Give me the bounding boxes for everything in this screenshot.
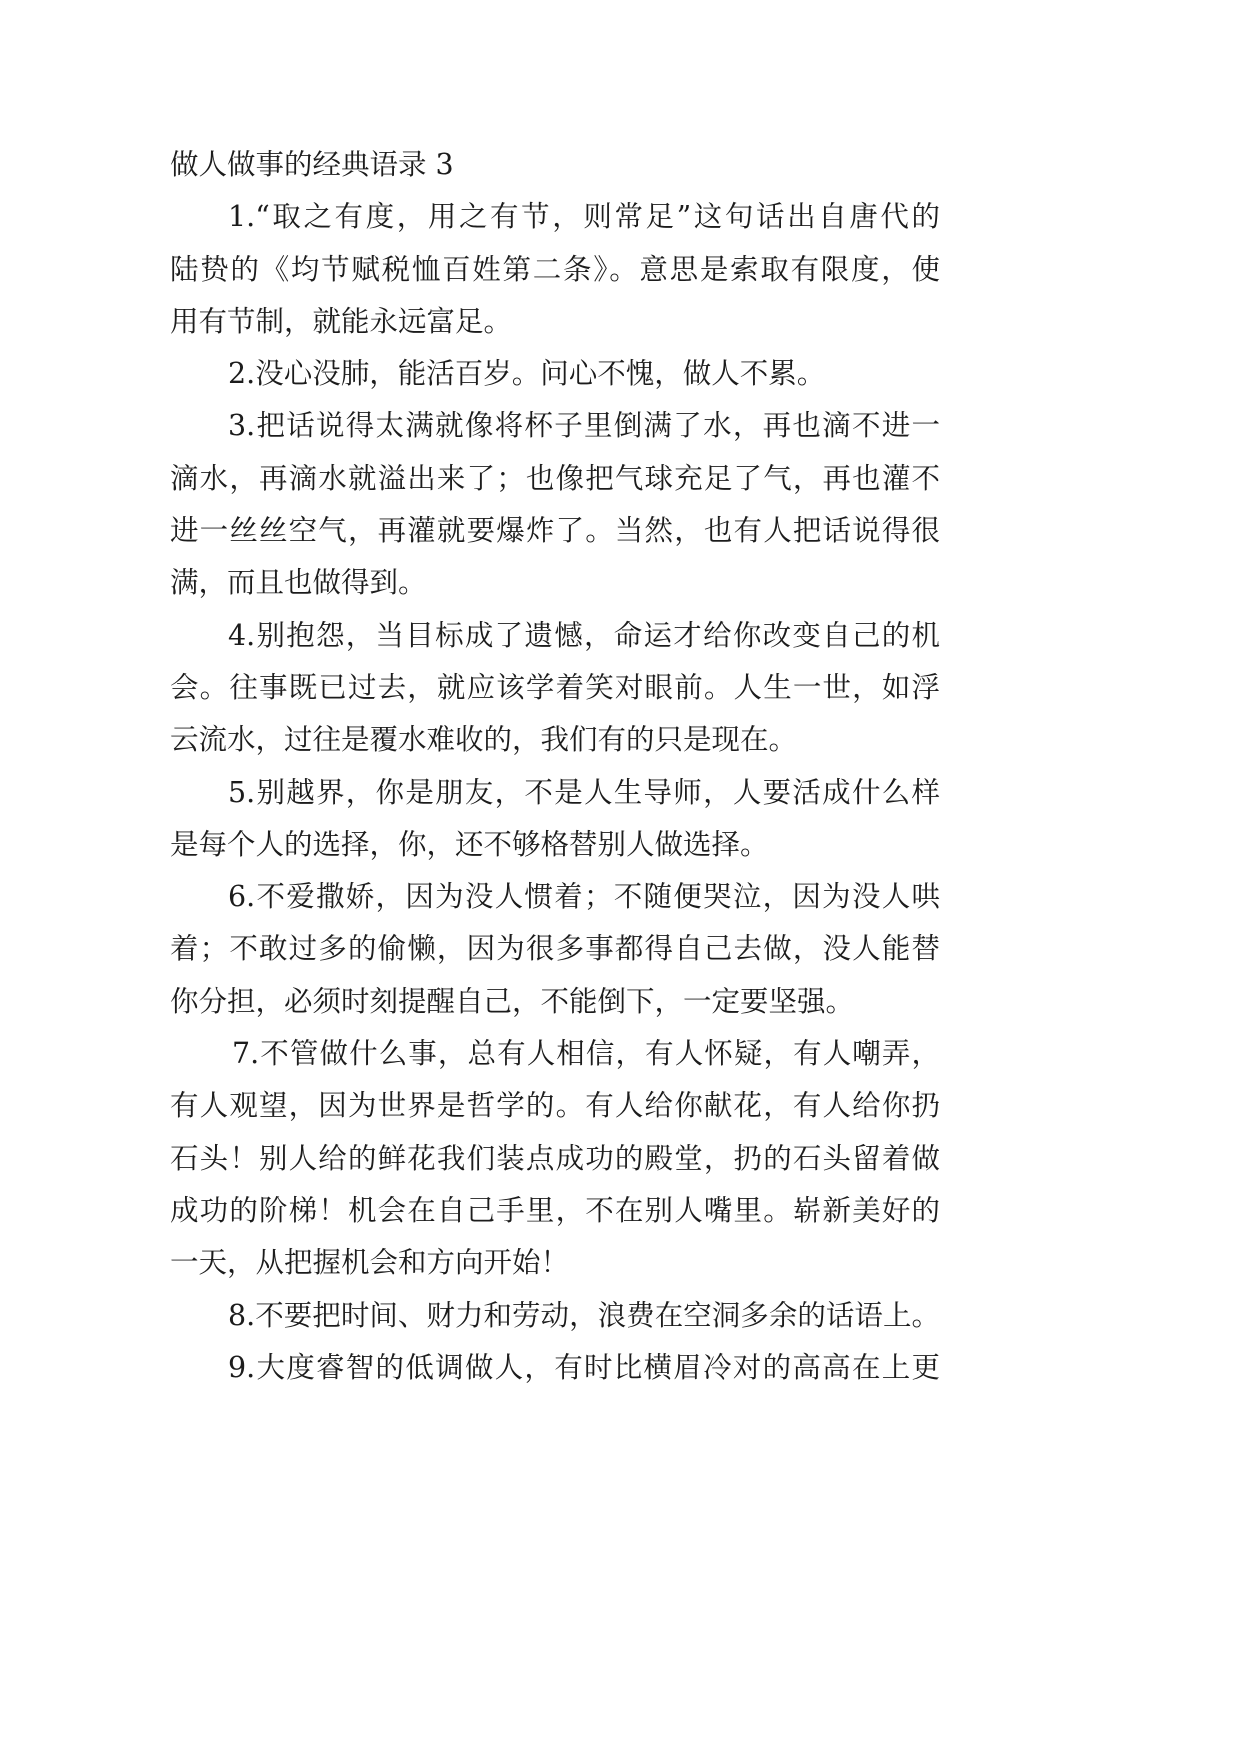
- paragraph-6-line-2: 着；不敢过多的偷懒，因为很多事都得自己去做，没人能替: [170, 932, 940, 966]
- paragraph-4: [170, 610, 940, 767]
- paragraph-9-line-1: 9.大度睿智的低调做人，有时比横眉冷对的高高在上更: [228, 1350, 940, 1384]
- paragraph-7-line-5: 一天，从把握机会和方向开始！: [170, 1246, 570, 1280]
- paragraph-2: [170, 348, 940, 400]
- paragraph-1-line-3: 用有节制，就能永远富足。: [170, 304, 513, 338]
- paragraph-1: [170, 191, 940, 348]
- paragraph-1-line-1: 1.“取之有度，用之有节，则常足”这句话出自唐代的: [228, 200, 940, 234]
- paragraph-2-line-1: 2.没心没肺，能活百岁。问心不愧，做人不累。: [228, 357, 826, 391]
- paragraph-6-line-3: 你分担，必须时刻提醒自己，不能倒下，一定要坚强。: [170, 984, 855, 1018]
- paragraph-4-line-2: 会。往事既已过去，就应该学着笑对眼前。人生一世，如浮: [170, 670, 940, 704]
- document-body: [170, 139, 940, 1394]
- paragraph-3-line-4: 满，而且也做得到。: [170, 566, 427, 600]
- paragraph-3: [170, 400, 940, 609]
- paragraph-9: [170, 1342, 940, 1394]
- paragraph-7-line-2: 有人观望，因为世界是哲学的。有人给你献花，有人给你扔: [170, 1089, 940, 1123]
- paragraph-5-line-1: 5.别越界，你是朋友，不是人生导师，人要活成什么样: [228, 775, 940, 809]
- document-title: 做人做事的经典语录 3: [170, 148, 454, 181]
- paragraph-6: [170, 871, 940, 1028]
- paragraph-4-line-3: 云流水，过往是覆水难收的，我们有的只是现在。: [170, 723, 798, 757]
- paragraph-5: [170, 767, 940, 872]
- paragraph-1-line-2: 陆贽的《均节赋税恤百姓第二条》。意思是索取有限度，使: [170, 252, 940, 286]
- paragraph-3-line-2: 滴水，再滴水就溢出来了；也像把气球充足了气，再也灌不: [170, 461, 940, 495]
- paragraph-8-line-1: 8.不要把时间、财力和劳动，浪费在空洞多余的话语上。: [228, 1298, 940, 1332]
- paragraph-4-line-1: 4.别抱怨，当目标成了遗憾，命运才给你改变自己的机: [228, 618, 940, 652]
- paragraph-7: [170, 1028, 940, 1289]
- paragraph-7-line-3: 石头！别人给的鲜花我们装点成功的殿堂，扔的石头留着做: [170, 1141, 940, 1175]
- paragraph-8: [170, 1290, 940, 1342]
- paragraph-5-line-2: 是每个人的选择，你，还不够格替别人做选择。: [170, 827, 769, 861]
- paragraph-7-line-4: 成功的阶梯！机会在自己手里，不在别人嘴里。崭新美好的: [170, 1193, 940, 1227]
- paragraph-6-line-1: 6.不爱撒娇，因为没人惯着；不随便哭泣，因为没人哄: [228, 880, 940, 914]
- paragraph-3-line-3: 进一丝丝空气，再灌就要爆炸了。当然，也有人把话说得很: [170, 514, 940, 548]
- paragraph-7-line-1: 7.不管做什么事，总有人相信，有人怀疑，有人嘲弄，: [232, 1037, 940, 1071]
- paragraph-3-line-1: 3.把话说得太满就像将杯子里倒满了水，再也滴不进一: [228, 409, 940, 443]
